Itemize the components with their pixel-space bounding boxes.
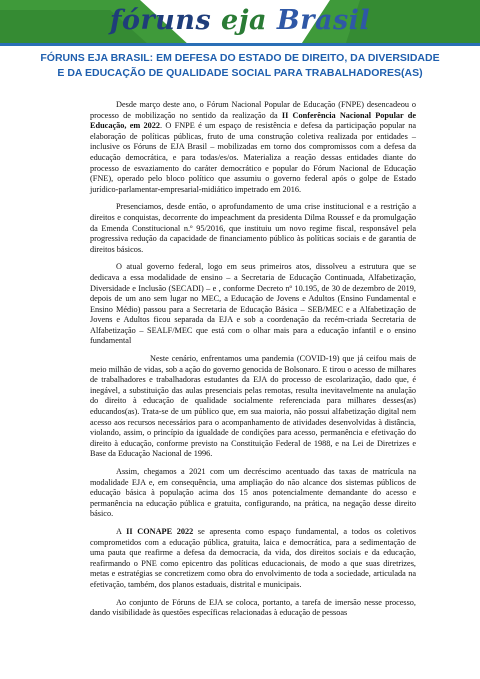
logo-word-brasil: Brasil <box>276 5 371 36</box>
paragraph-6: A II CONAPE 2022 se apresenta como espaço fundamental, a todos os coletivos comprometidos com a educação pública, gratuita, laica e democrática, para a sedimentação de uma pauta que reafirme a defesa da democracia, da vida, dos direitos sociais e da educação, reafirmando o PNE como epicentro das políticas educacionais, de modo a que suas diretrizes, metas e estratégias se concretizem como obra do envolvimento de toda a sociedade, articulada na efetivação, também, dos planos estaduais, distrital e municipais. <box>90 526 416 589</box>
logo-word-foruns: fóruns <box>109 5 212 36</box>
paragraph-3: O atual governo federal, logo em seus primeiros atos, dissolveu a estrutura que se dedicava a essa modalidade de ensino – a Secretaria de Educação Continuada, Alfabetização, Diversidade e Inclusão (SECADI) – e , conforme Decreto nº 10.195, de 30 de dezembro de 2019, depois de um ano sem lugar no MEC, a Educação de Jovens e Adultos (Ensino Fundamental e Ensino Médio) passou para a Secretaria de Educação Básica – SEB/MEC e a Alfabetização de Jovens e Adultos ficou separada da EJA e sob a coordenação da recém-criada Secretaria de Alfabetização – SEALF/MEC que está com o olhar mais para a educação infantil e o ensino fundamental <box>90 262 416 346</box>
paragraph-2: Presenciamos, desde então, o aprofundamento de uma crise institucional e a restrição a direitos e conquistas, decorrente do impeachment da presidenta Dilma Roussef e da promulgação da Emenda Constitucional n.º 95/2016, que instituiu um novo regime fiscal, responsável pela progressiva redução da capacidade de financiamento público às políticas sociais e de garantia de direitos básicos. <box>90 202 416 254</box>
paragraph-5: Assim, chegamos a 2021 com um decréscimo acentuado das taxas de matrícula na modalidade EJA e, em consequência, uma ampliação do não alcance dos sistemas públicos de educação básica à população acima dos 15 anos potencialmente demandante do acesso e permanência na educação pública e gratuita, configurando, na prática, na negação desse direito básico. <box>90 467 416 519</box>
header-banner <box>0 0 480 46</box>
logo-wordmark <box>0 2 480 40</box>
paragraph-1: Desde março deste ano, o Fórum Nacional Popular de Educação (FNPE) desencadeou o processo de mobilização no sentido da realização da II Conferência Nacional Popular de Educação, em 2022. O FNPE é um espaço de resistência e defesa da participação popular na elaboração de políticas públicas, fruto de uma construção coletiva realizada por entidades – inclusive os Fóruns de EJA Brasil – mobilizadas em torno dos compromissos com a defesa da educação democrática, e para todas/es/os. Materializa a reação dessas entidades diante do processo de esvaziamento do caráter democrático e popular do Fórum Nacional de Educação (FNE), operado pelo bloco político que assumiu o governo federal após o golpe de Estado jurídico-parlamentar-empresarial-midiático impetrado em 2016. <box>90 100 416 194</box>
document-body <box>90 100 416 626</box>
paragraph-4: Neste cenário, enfrentamos uma pandemia (COVID-19) que já ceifou mais de meio milhão de vidas, sob a ação do governo genocida de Bolsonaro. E tirou o acesso de milhares de trabalhadores e trabalhadoras estudantes da EJA do processo de escolarização, dado que, é inegável, a substituição das aulas presenciais pelas remotas, resulta inevitavelmente na anulação do direito à educação de qualidade socialmente referenciada para milhares desses(as) educandos(as). Trata-se de um público que, em sua maioria, não possui alfabetização digital nem acesso aos recursos necessários para o acompanhamento de atividades desenvolvidas à distância, violando, assim, o princípio da igualdade de condições para acesso, permanência e efetivação do direito à educação, conforme previsto na Constituição Federal de 1988, e na Lei de Diretrizes e Base da Educação Nacional de 1996. <box>90 354 416 459</box>
logo-word-eja: eja <box>221 5 267 36</box>
paragraph-7: Ao conjunto de Fóruns de EJA se coloca, portanto, a tarefa de imersão nesse processo, dando visibilidade às questões específicas relacionadas à educação de pessoas <box>90 597 416 618</box>
document-title: FÓRUNS EJA BRASIL: EM DEFESA DO ESTADO DE DIREITO, DA DIVERSIDADE E DA EDUCAÇÃO DE QUALIDADE SOCIAL PARA TRABALHADORES(AS) <box>40 52 440 79</box>
